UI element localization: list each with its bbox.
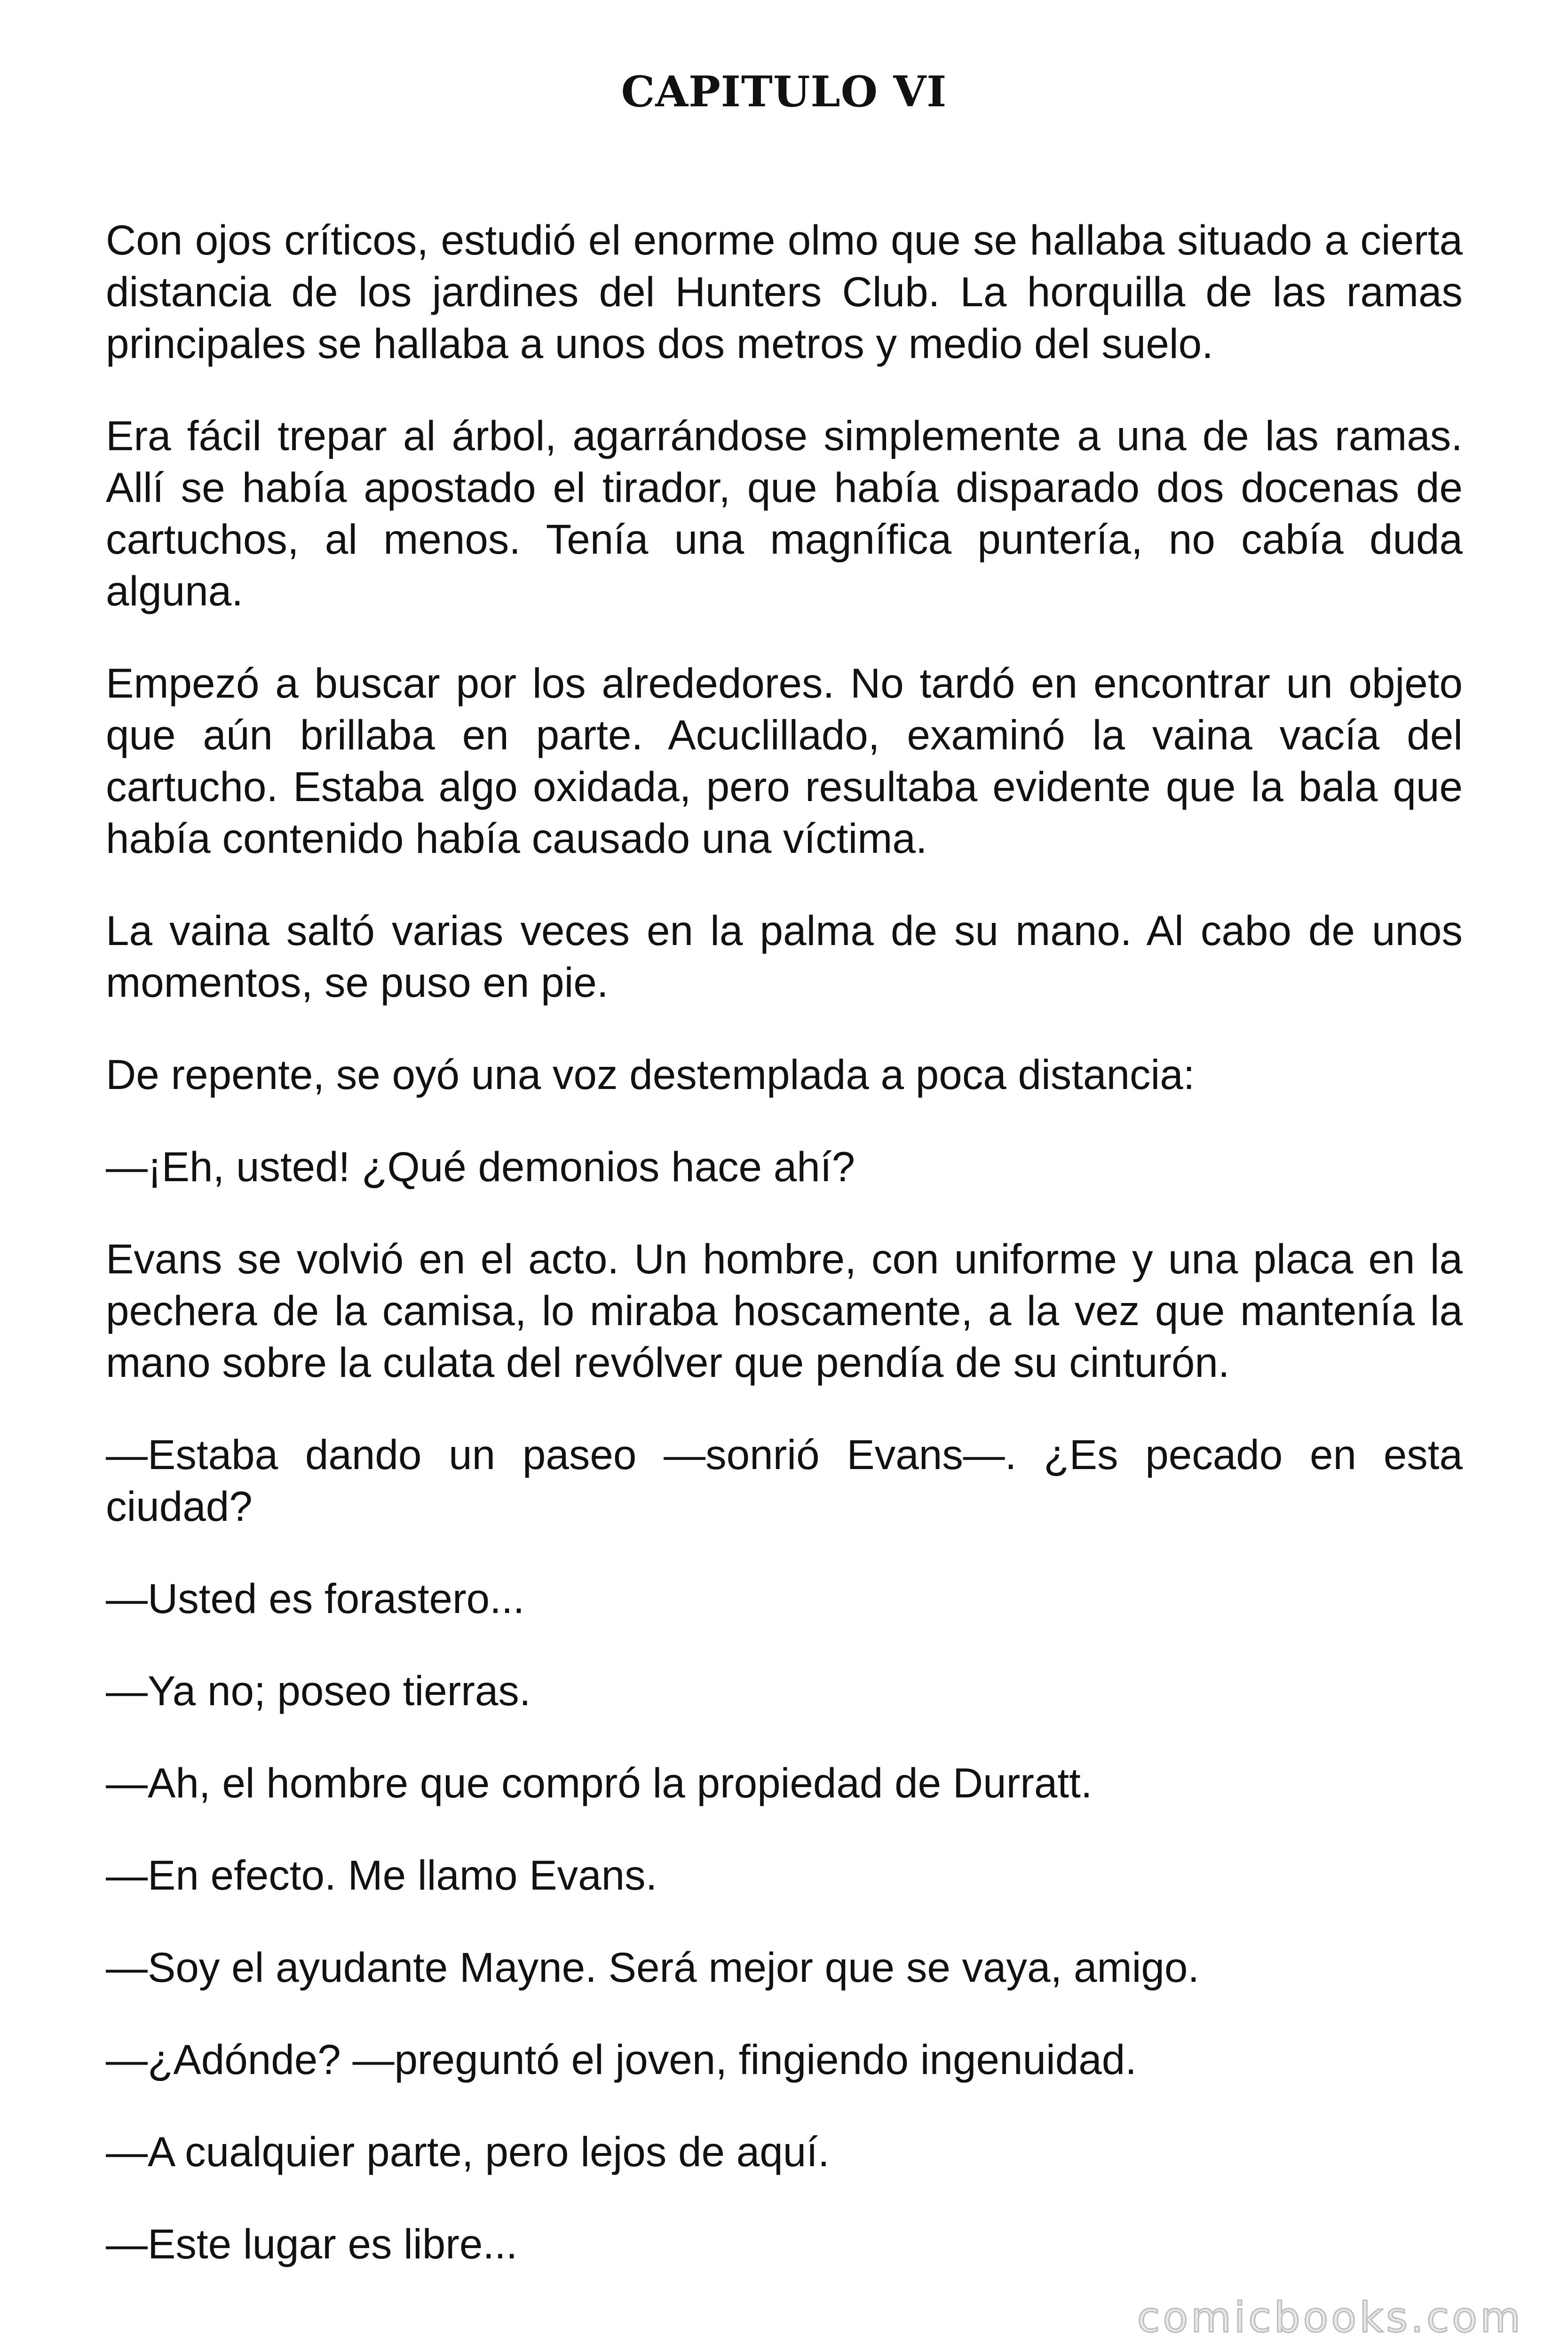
paragraph: Era fácil trepar al árbol, agarrándose simplemente a una de las ramas. Allí se había apostado el tirador, que había disparado dos docenas de cartuchos, al menos. Tenía una magnífica puntería, no cabía duda alguna. [106, 412, 1463, 614]
dialogue-line: —Estaba dando un paseo —sonrió Evans—. ¿Es pecado en esta ciudad? [106, 1431, 1463, 1530]
dialogue-line: —A cualquier parte, pero lejos de aquí. [106, 2128, 830, 2175]
dialogue-line: —Ah, el hombre que compró la propiedad de Durratt. [106, 1759, 1093, 1806]
dialogue-line: —En efecto. Me llamo Evans. [106, 1851, 657, 1899]
dialogue-line: —Este lugar es libre... [106, 2220, 518, 2267]
paragraph: De repente, se oyó una voz destemplada a poca distancia: [106, 1051, 1195, 1098]
paragraph: Empezó a buscar por los alrededores. No tardó en encontrar un objeto que aún brillaba en parte. Acuclillado, examinó la vaina vacía del cartucho. Estaba algo oxidada, pero resultaba evidente que la bala que había contenido había causado una víctima. [106, 660, 1463, 862]
dialogue-line: —¿Adónde? —preguntó el joven, fingiendo ingenuidad. [106, 2036, 1137, 2083]
dialogue-line: —Soy el ayudante Mayne. Será mejor que se vaya, amigo. [106, 1944, 1200, 1991]
dialogue-line: —Ya no; poseo tierras. [106, 1667, 531, 1714]
watermark-text: comicbooks.com [1137, 2293, 1523, 2342]
paragraph: Con ojos críticos, estudió el enorme olmo que se hallaba situado a cierta distancia de los jardines del Hunters Club. La horquilla de las ramas principales se hallaba a unos dos metros y medio del suelo. [106, 216, 1463, 367]
paragraph: La vaina saltó varias veces en la palma de su mano. Al cabo de unos momentos, se puso en pie. [106, 907, 1463, 1006]
chapter-title: CAPITULO VI [621, 67, 947, 117]
body-text [106, 214, 1463, 2270]
dialogue-line: —Usted es forastero... [106, 1575, 525, 1622]
dialogue-line: —¡Eh, usted! ¿Qué demonios hace ahí? [106, 1143, 855, 1190]
paragraph: Evans se volvió en el acto. Un hombre, con uniforme y una placa en la pechera de la camisa, lo miraba hoscamente, a la vez que mantenía la mano sobre la culata del revólver que pendía de su cinturón. [106, 1235, 1463, 1386]
